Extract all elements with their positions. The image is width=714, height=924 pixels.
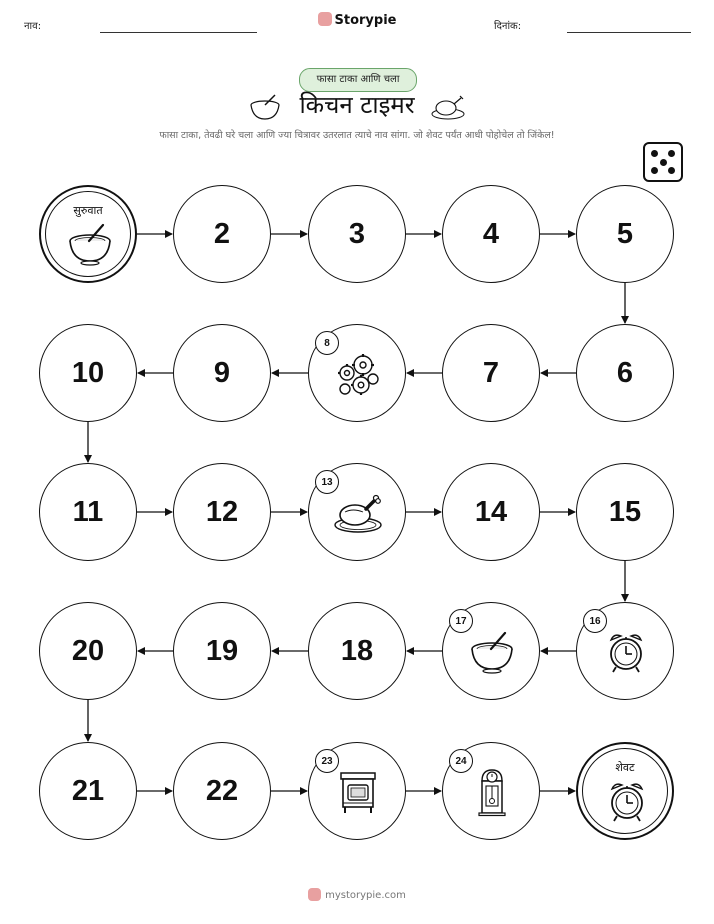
space-label: शेवट — [615, 761, 635, 774]
board-space-8 — [308, 324, 406, 422]
space-number-badge: 17 — [449, 609, 473, 633]
board-space-2 — [173, 185, 271, 283]
footer-url: mystorypie.com — [325, 890, 406, 901]
gears-icon — [333, 349, 383, 399]
space-number: 4 — [482, 217, 500, 250]
storypie-logo-icon — [308, 888, 321, 901]
name-label: नाव: — [24, 21, 42, 32]
space-label: सुरुवात — [73, 204, 103, 217]
board-space-11 — [39, 463, 137, 561]
board-space-12 — [173, 463, 271, 561]
space-number: 20 — [71, 634, 105, 667]
space-number: 11 — [72, 495, 104, 528]
board-space-9 — [173, 324, 271, 422]
board-space-3 — [308, 185, 406, 283]
space-number: 10 — [71, 356, 105, 389]
board-space-6 — [576, 324, 674, 422]
finish-space — [576, 742, 674, 840]
space-number: 19 — [205, 634, 239, 667]
space-number: 3 — [348, 217, 366, 250]
space-number-badge: 23 — [315, 749, 339, 773]
space-number: 9 — [213, 356, 231, 389]
space-number: 22 — [205, 774, 239, 807]
alarm-clock-icon — [601, 627, 651, 677]
board-space-20 — [39, 602, 137, 700]
porridge-bowl-icon — [65, 219, 115, 269]
start-space — [39, 185, 137, 283]
space-number: 5 — [616, 217, 634, 250]
roast-chicken-icon — [333, 488, 383, 538]
board-space-17 — [442, 602, 540, 700]
space-number-badge: 8 — [315, 331, 339, 355]
board-space-7 — [442, 324, 540, 422]
page-title: किचन टाइमर — [299, 91, 415, 119]
space-number: 6 — [616, 356, 634, 389]
instructions: फासा टाका, तेवढी घरे चला आणि ज्या चित्रावर उतरलात त्याचे नाव सांगा. जो शेवट पर्यंत आधी पोहोचेल तो जिंकेल! — [159, 130, 555, 141]
porridge-bowl-icon — [467, 627, 517, 677]
space-number: 18 — [340, 634, 374, 667]
space-number: 21 — [71, 774, 105, 807]
activity-tag: फासा टाका आणि चला — [299, 68, 417, 92]
space-number: 7 — [482, 356, 500, 389]
footer — [0, 888, 714, 901]
board-space-10 — [39, 324, 137, 422]
board-space-4 — [442, 185, 540, 283]
alarm-clock-icon — [602, 776, 652, 826]
board-space-5 — [576, 185, 674, 283]
space-number: 12 — [205, 495, 239, 528]
board-space-24 — [442, 742, 540, 840]
stove-icon — [333, 767, 383, 817]
space-number-badge: 13 — [315, 470, 339, 494]
space-number: 2 — [213, 217, 231, 250]
board-space-13 — [308, 463, 406, 561]
space-number-badge: 16 — [583, 609, 607, 633]
board-space-16 — [576, 602, 674, 700]
board-space-14 — [442, 463, 540, 561]
space-number-badge: 24 — [449, 749, 473, 773]
board-space-21 — [39, 742, 137, 840]
board-space-23 — [308, 742, 406, 840]
board-space-18 — [308, 602, 406, 700]
space-number: 15 — [608, 495, 642, 528]
board-space-19 — [173, 602, 271, 700]
grandfather-clock-icon — [467, 767, 517, 817]
space-number: 14 — [474, 495, 508, 528]
board-space-22 — [173, 742, 271, 840]
date-label: दिनांक: — [494, 21, 522, 32]
brand-name: Storypie — [334, 13, 397, 28]
board-space-15 — [576, 463, 674, 561]
